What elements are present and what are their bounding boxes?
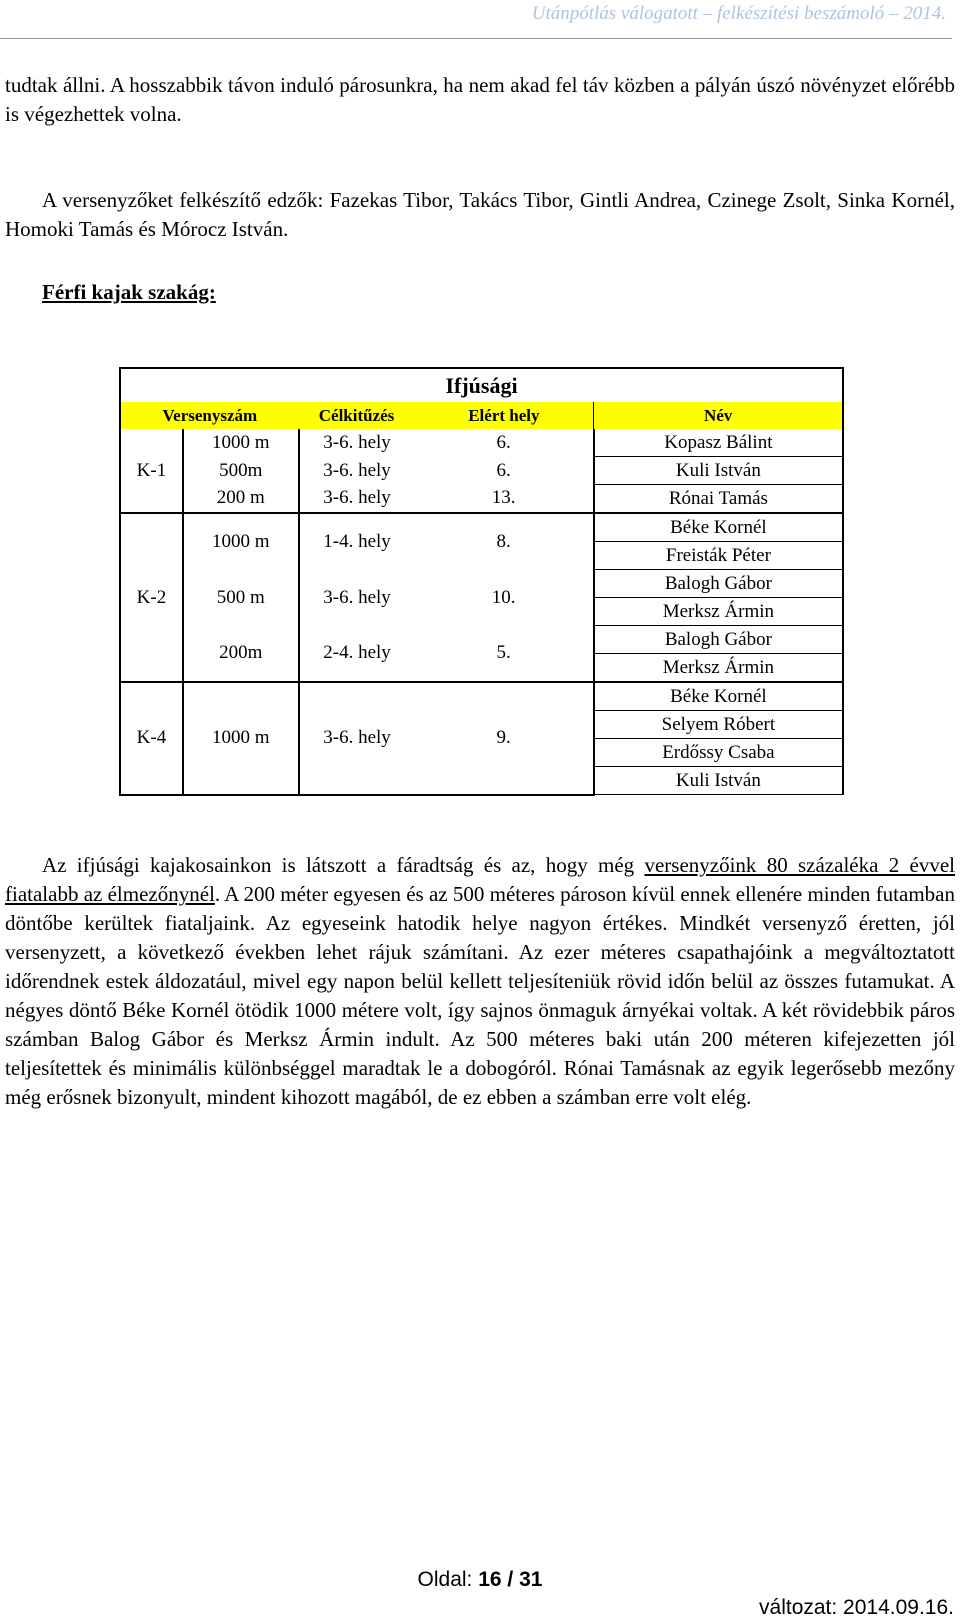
- place-cell: 10.: [491, 586, 516, 608]
- name-cell: Balogh Gábor: [594, 570, 843, 598]
- place-cell: 8.: [414, 513, 593, 570]
- name-cell: Erdőssy Csaba: [594, 739, 843, 767]
- boat-class-cell: K-1: [120, 429, 183, 513]
- table-row: [120, 626, 843, 654]
- name-cell: Balogh Gábor: [594, 626, 843, 654]
- goal-cell: 3-6. hely: [323, 487, 391, 509]
- page-label: Oldal:: [417, 1568, 473, 1591]
- results-table: [119, 367, 844, 796]
- goal-cell: 3-6. hely: [323, 586, 391, 608]
- body-paragraph: [5, 851, 955, 1112]
- table-row: [120, 513, 843, 542]
- distance-cell: 200m: [183, 626, 299, 683]
- page-count: 16 / 31: [478, 1568, 543, 1591]
- place-cell: 6.: [496, 431, 511, 453]
- table-row: [120, 570, 843, 598]
- name-cell: Kopasz Bálint: [594, 429, 843, 457]
- name-cell: Merksz Ármin: [594, 654, 843, 683]
- header-versenyszam: Versenyszám: [120, 402, 299, 429]
- distance-cell: 200 m: [183, 485, 299, 514]
- table-row: [120, 457, 843, 485]
- body-underlined: versenyzőink 80 százaléka 2 évvel fiatalabb az élmezőnynél: [5, 853, 955, 906]
- goal-cell: 1-4. hely: [299, 513, 415, 570]
- name-cell: Selyem Róbert: [594, 711, 843, 739]
- name-cell: Rónai Tamás: [594, 485, 843, 514]
- goal-cell: 3-6. hely: [299, 682, 415, 795]
- table-caption-row: [120, 368, 843, 402]
- distance-cell: 1000 m: [183, 513, 299, 570]
- goal-cell: 3-6. hely: [323, 431, 391, 453]
- place-cell: 13.: [491, 487, 516, 509]
- header-nev: Név: [594, 402, 843, 429]
- paragraph-continuation: tudtak állni. A hosszabbik távon induló párosunkra, ha nem akad fel táv közben a pályán úszó növényzet előrébb is végezhettek volna.: [5, 73, 955, 126]
- name-cell: Kuli István: [594, 767, 843, 795]
- body-intro: Az ifjúsági kajakosainkon is látszott a fáradtság és az, hogy még: [42, 853, 645, 877]
- place-cell: 9.: [414, 682, 593, 795]
- place-cell: 6.: [496, 459, 511, 481]
- header-elert-hely: Elért hely: [414, 402, 593, 429]
- version-label: változat: 2014.09.16.: [759, 1596, 954, 1619]
- distance-cell: 1000 m: [183, 682, 299, 795]
- body-rest: . A 200 méter egyesen és az 500 méteres pároson kívül ennek ellenére minden futamban döntőbe kerültek fiataljaink. Az egyeseink hatodik helye nagyon értékes. Mindkét versenyző éretten, jól versenyzett, a következő években lehet rájuk számítani. Az ezer méteres csapathajóink a megváltoztatott időrendnek estek áldozatául, mivel egy napon belül kellett teljesíteniük rövid időn belül az összes futamukat. A négyes döntő Béke Kornél ötödik 1000 métere volt, így sajnos önmaguk árnyékai voltak. A két rövidebbik páros számban Balog Gábor és Merksz Ármin indult. Az 500 méteres baki után 200 méteren kifejezetten jól teljesítettek és minimális különbséggel maradtak le a dobogóról. Rónai Tamásnak az egyik legerősebb mezőny még erősnek bizonyult, mindent kihozott magából, de ez ebben a számban erre volt elég.: [5, 882, 955, 1109]
- table-caption: Ifjúsági: [120, 368, 843, 402]
- boat-class-cell: K-4: [120, 682, 183, 795]
- name-cell: Kuli István: [594, 457, 843, 485]
- goal-cell: 2-4. hely: [323, 642, 391, 664]
- goal-cell: 3-6. hely: [323, 459, 391, 481]
- table-header-row: [120, 402, 843, 429]
- paragraph-coaches: A versenyzőket felkészítő edzők: Fazekas Tibor, Takács Tibor, Gintli Andrea, Czinege Zsolt, Sinka Kornél, Homoki Tamás és Mórocz István.: [5, 188, 955, 241]
- page-header: [0, 0, 952, 39]
- boat-class-cell: K-2: [120, 513, 183, 682]
- name-cell: Béke Kornél: [594, 682, 843, 711]
- place-cell: 5.: [496, 642, 511, 664]
- section-title: Férfi kajak szakág:: [42, 280, 216, 304]
- distance-cell: 1000 m: [183, 429, 299, 457]
- header-title: Utánpótlás válogatott – felkészítési beszámoló – 2014.: [531, 3, 946, 24]
- distance-cell: 500 m: [183, 570, 299, 626]
- page-number: [0, 1568, 960, 1592]
- table-row: [120, 429, 843, 457]
- distance-cell: 500m: [183, 457, 299, 485]
- table-row: [120, 682, 843, 711]
- name-cell: Béke Kornél: [594, 513, 843, 542]
- name-cell: Freisták Péter: [594, 542, 843, 570]
- header-celkituzes: Célkitűzés: [299, 402, 415, 429]
- table-row: [120, 485, 843, 514]
- name-cell: Merksz Ármin: [594, 598, 843, 626]
